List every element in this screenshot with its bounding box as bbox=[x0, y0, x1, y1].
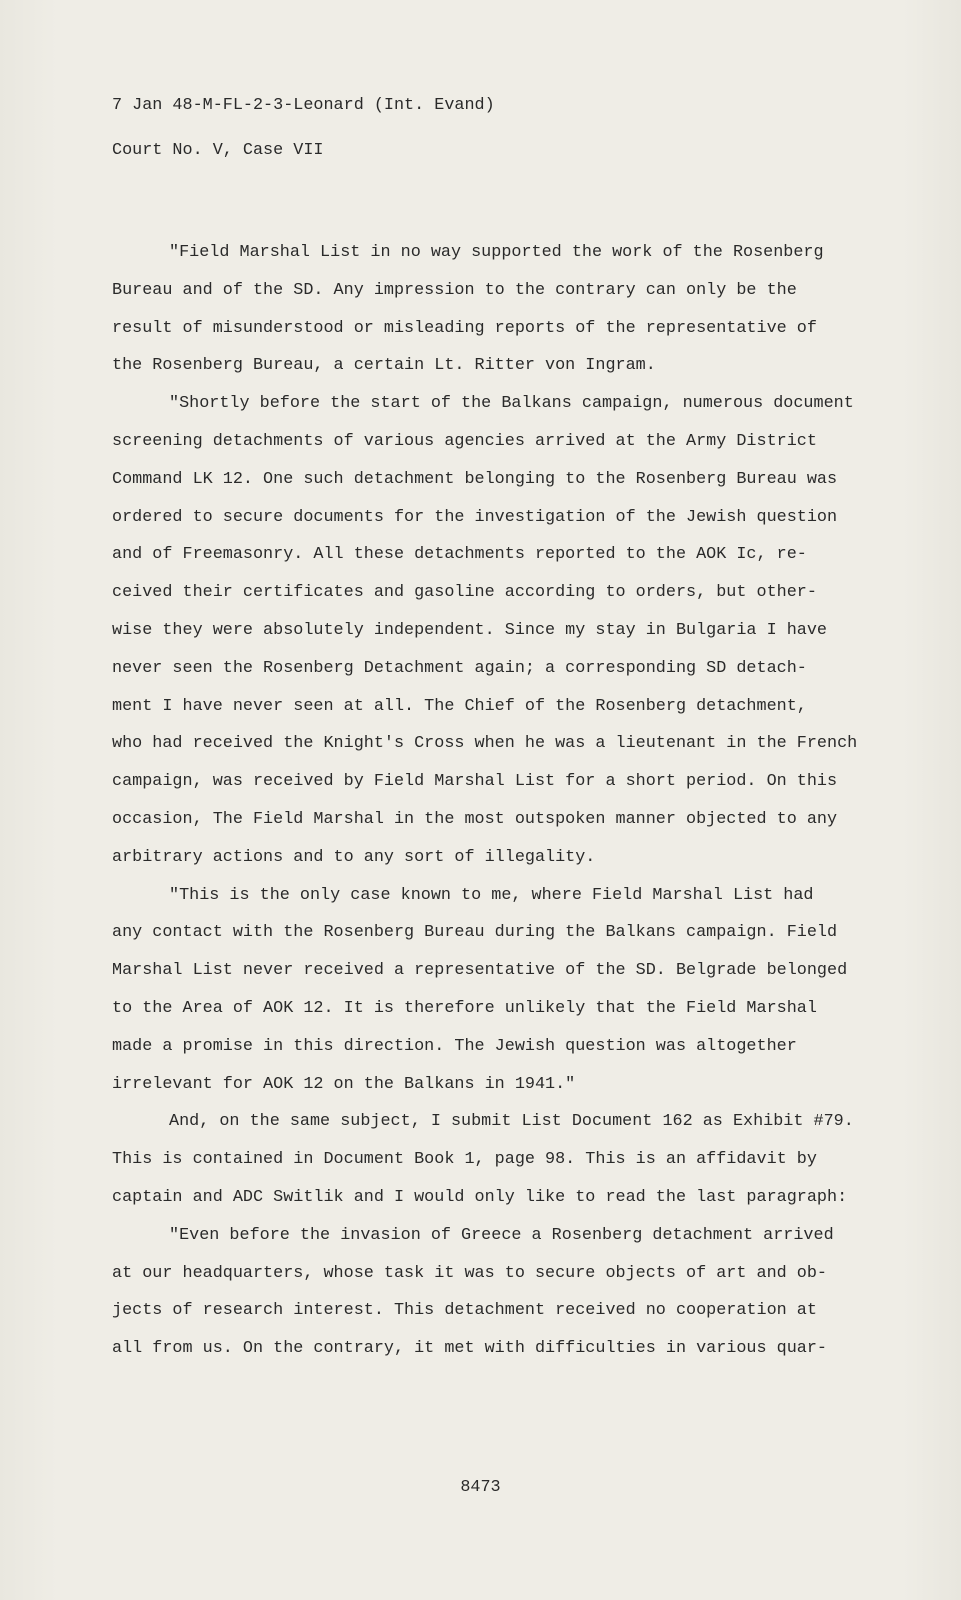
text-line: "Shortly before the start of the Balkans campaign, numerous document bbox=[169, 394, 854, 414]
text-line: the Rosenberg Bureau, a certain Lt. Ritter von Ingram. bbox=[112, 356, 656, 376]
text-line: any contact with the Rosenberg Bureau during the Balkans campaign. Field bbox=[112, 923, 838, 943]
text-line: who had received the Knight's Cross when he was a lieutenant in the French bbox=[112, 734, 858, 754]
text-line: all from us. On the contrary, it met with difficulties in various quar- bbox=[112, 1339, 827, 1359]
text-line: wise they were absolutely independent. Since my stay in Bulgaria I have bbox=[112, 620, 827, 640]
text-line: Command LK 12. One such detachment belonging to the Rosenberg Bureau was bbox=[112, 469, 838, 489]
text-line: arbitrary actions and to any sort of illegality. bbox=[112, 847, 596, 867]
text-line: result of misunderstood or misleading reports of the representative of bbox=[112, 318, 817, 338]
page-number: 8473 bbox=[460, 1478, 501, 1497]
text-line: ment I have never seen at all. The Chief of the Rosenberg detachment, bbox=[112, 696, 807, 716]
text-line: "This is the only case known to me, where Field Marshal List had bbox=[169, 885, 814, 905]
text-line: captain and ADC Switlik and I would only like to read the last paragraph: bbox=[112, 1187, 848, 1207]
text-line: And, on the same subject, I submit List Document 162 as Exhibit #79. bbox=[169, 1112, 854, 1132]
transcript-body bbox=[112, 234, 912, 1368]
text-line: to the Area of AOK 12. It is therefore unlikely that the Field Marshal bbox=[112, 998, 817, 1018]
text-line: never seen the Rosenberg Detachment again; a corresponding SD detach- bbox=[112, 658, 807, 678]
text-line: made a promise in this direction. The Jewish question was altogether bbox=[112, 1036, 797, 1056]
text-line: jects of research interest. This detachment received no cooperation at bbox=[112, 1301, 817, 1321]
text-line: and of Freemasonry. All these detachments reported to the AOK Ic, re- bbox=[112, 545, 807, 565]
text-line: "Even before the invasion of Greece a Rosenberg detachment arrived bbox=[169, 1225, 834, 1245]
text-line: irrelevant for AOK 12 on the Balkans in 1941." bbox=[112, 1074, 576, 1094]
text-line: screening detachments of various agencies arrived at the Army District bbox=[112, 431, 817, 451]
text-line: "Field Marshal List in no way supported the work of the Rosenberg bbox=[169, 243, 824, 262]
text-line: ceived their certificates and gasoline according to orders, but other- bbox=[112, 583, 817, 603]
header-court: Court No. V, Case VII bbox=[112, 141, 324, 160]
text-line: Bureau and of the SD. Any impression to the contrary can only be the bbox=[112, 280, 797, 300]
text-line: campaign, was received by Field Marshal List for a short period. On this bbox=[112, 772, 838, 792]
text-line: occasion, The Field Marshal in the most outspoken manner objected to any bbox=[112, 809, 838, 829]
header-reference: 7 Jan 48-M-FL-2-3-Leonard (Int. Evand) bbox=[112, 96, 495, 115]
text-line: This is contained in Document Book 1, page 98. This is an affidavit by bbox=[112, 1150, 817, 1170]
text-line: at our headquarters, whose task it was to secure objects of art and ob- bbox=[112, 1263, 827, 1283]
text-line: Marshal List never received a representative of the SD. Belgrade belonged bbox=[112, 961, 848, 981]
text-line: ordered to secure documents for the investigation of the Jewish question bbox=[112, 507, 838, 527]
